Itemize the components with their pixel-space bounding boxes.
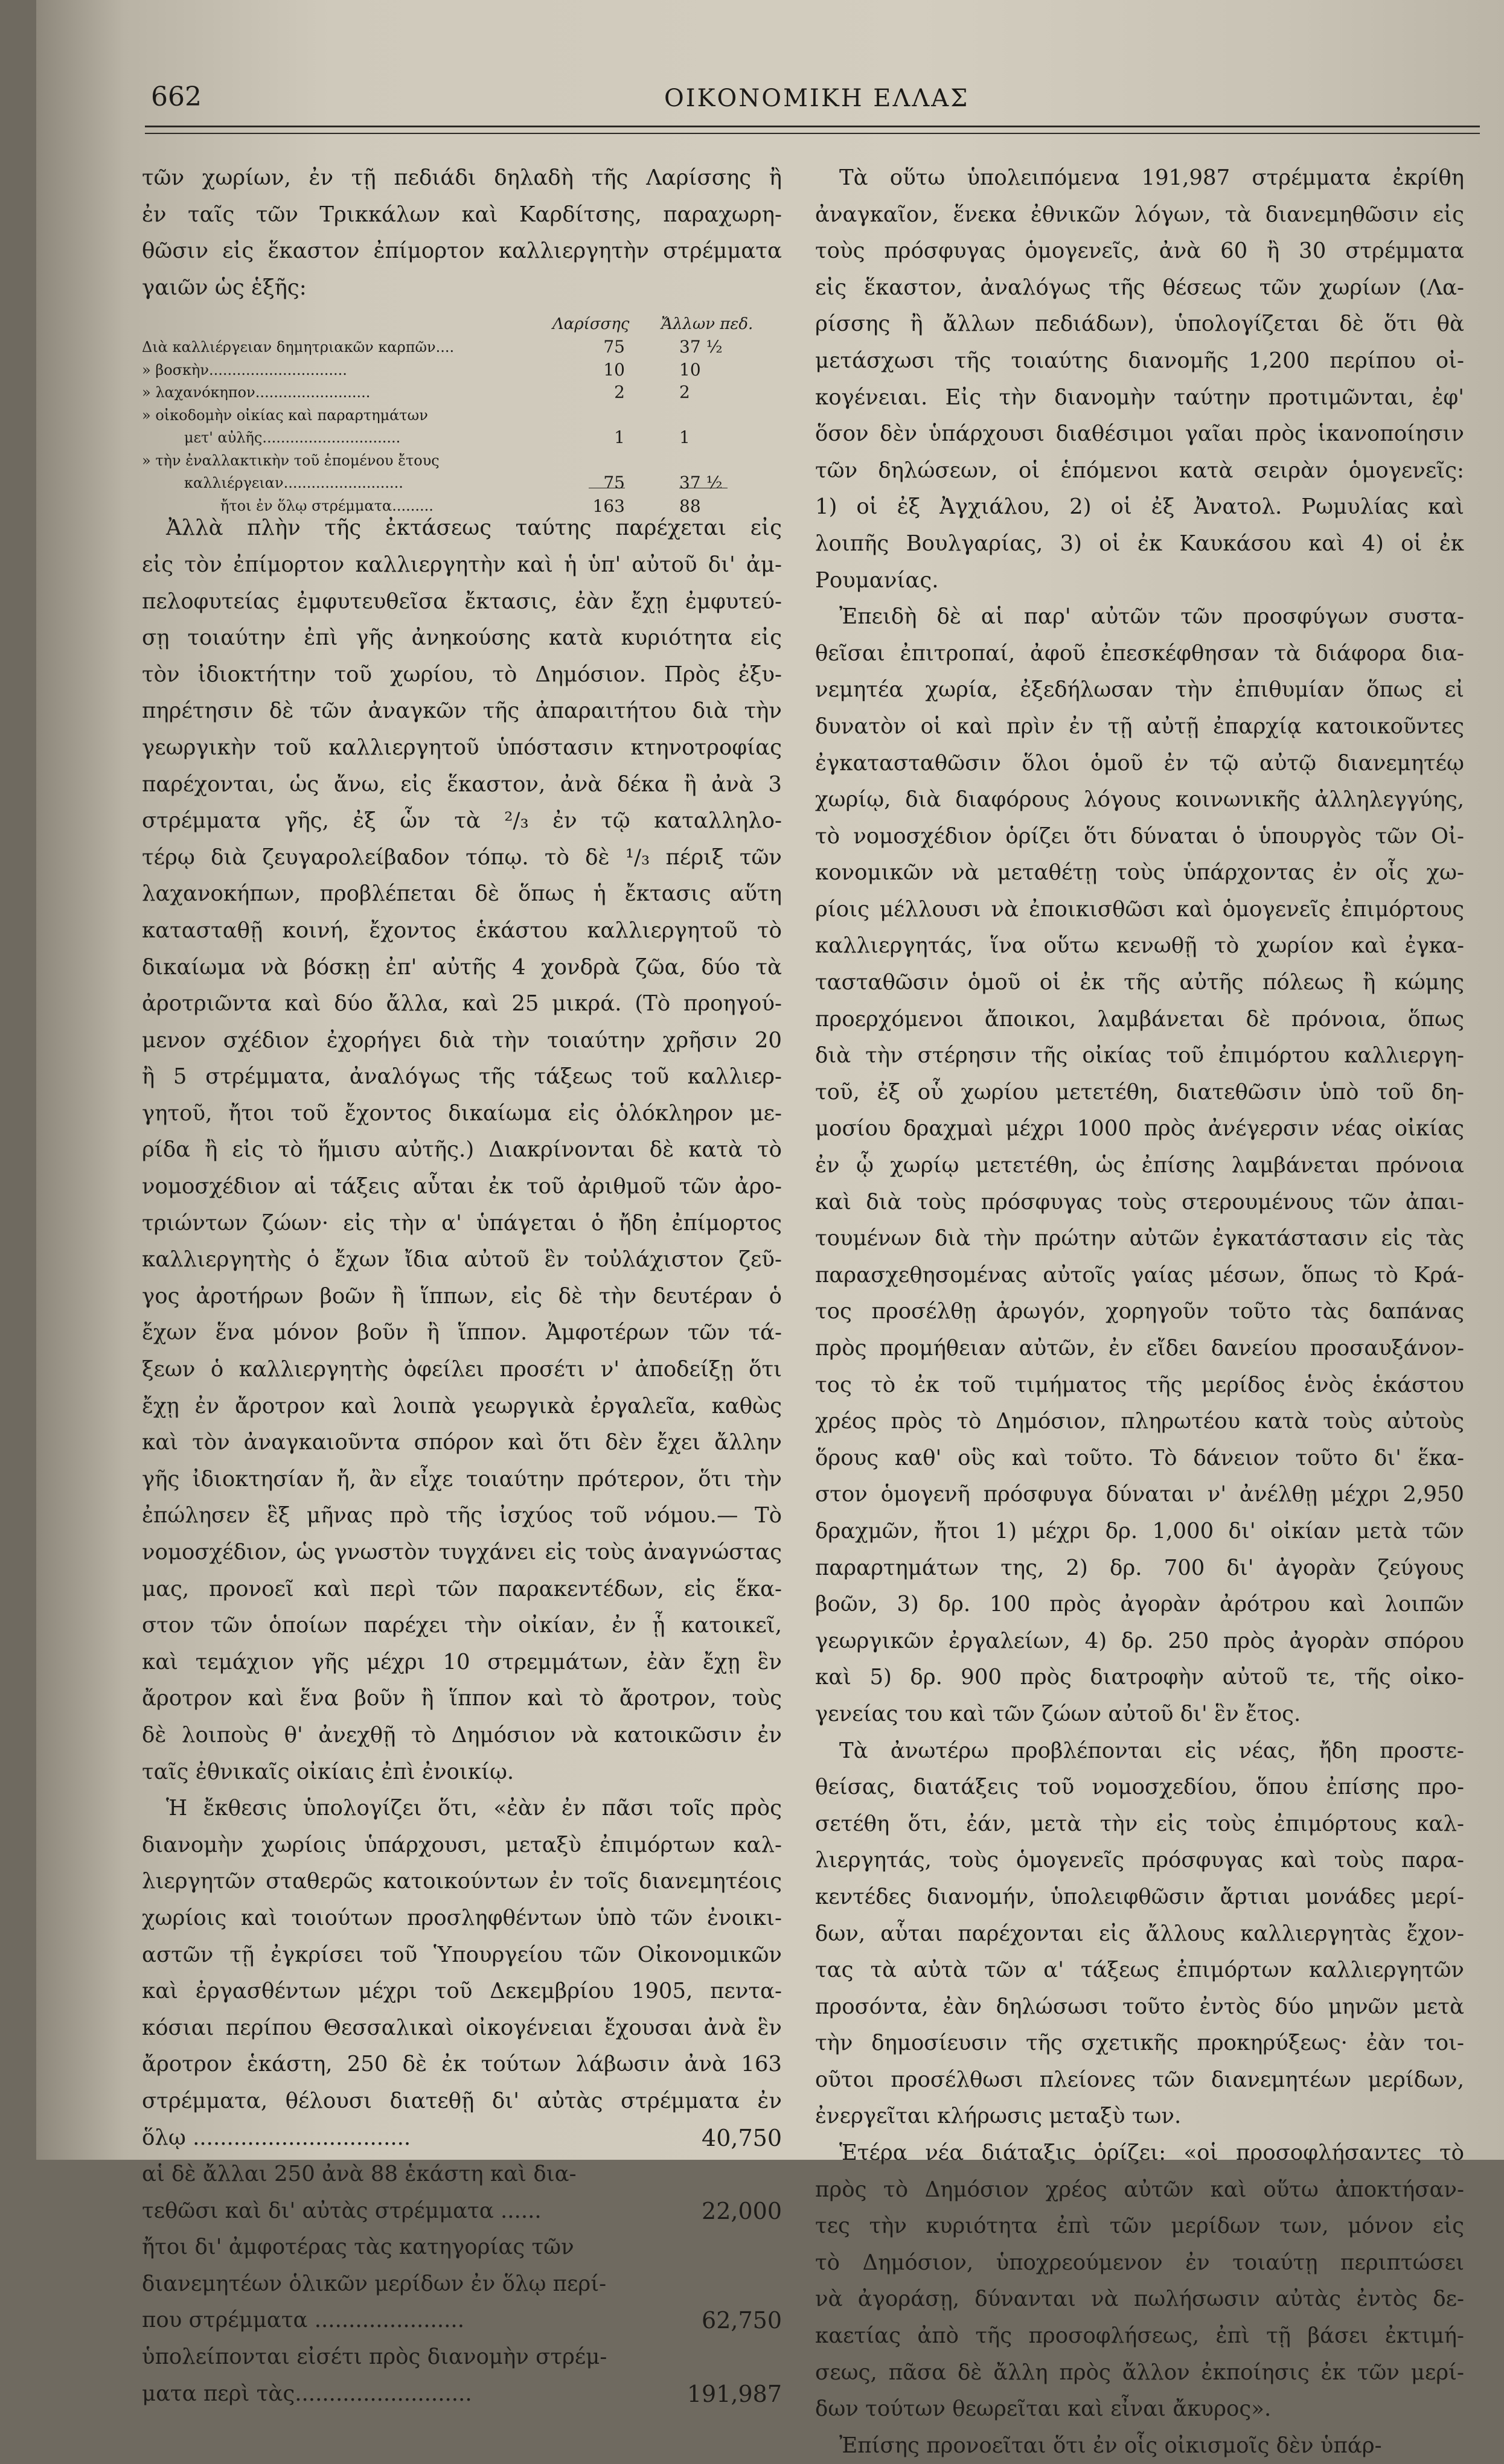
text-line: εἰς τὸν ἐπίμορτον καλλιεργητὴν καὶ ἡ ὑπ' αὐτοῦ δι' ἀμ- bbox=[142, 552, 782, 577]
text-line: γαιῶν ὡς ἑξῆς: bbox=[142, 275, 307, 300]
text-line: τες τὴν κυριότητα ἐπὶ τῶν μερίδων των, μόνον εἰς bbox=[815, 2213, 1464, 2239]
text-line: τος προσέλθῃ ἀρωγόν, χορηγοῦν τοῦτο τὰς δαπάνας bbox=[815, 1299, 1464, 1324]
text-line: Ἐπειδὴ δὲ αἱ παρ' αὐτῶν τῶν προσφύγων συστα- bbox=[839, 604, 1464, 630]
text-line: ἔχῃ ἐν ἄροτρον καὶ λοιπὰ γεωργικὰ ἐργαλεῖα, καθὼς bbox=[142, 1393, 782, 1419]
text-line: λαχανοκήπων, προβλέπεται δὲ ὅπως ἡ ἔκτασις αὕτη bbox=[142, 881, 782, 907]
text-line: πελοφυτείας ἐμφυτευθεῖσα ἔκτασις, ἐὰν ἔχῃ ἐμφυτεύ- bbox=[142, 589, 782, 614]
table-value-larissa: 10 bbox=[603, 359, 625, 380]
text-line: χωρίοις καὶ τοιούτων προσληφθέντων ὑπὸ τῶν ἐνοικι- bbox=[142, 1905, 782, 1930]
text-line: ἢ 5 στρέμματα, ἀναλόγως τῆς τάξεως τοῦ καλλιερ- bbox=[142, 1064, 782, 1090]
text-line: ἄροτρον καὶ ἕνα βοῦν ἢ ἵππον καὶ τὸ ἄροτρον, τοὺς bbox=[142, 1686, 782, 1711]
table-value-larissa: 75 bbox=[603, 337, 625, 357]
text-line: τας τὰ αὐτὰ τῶν α' τάξεως ἐπιμόρτων καλλιεργητῶν bbox=[815, 1958, 1464, 1983]
sum-label: ὅλῳ ................................ bbox=[142, 2125, 411, 2150]
text-line: στον ὁμογενῆ πρόσφυγα δύναται ν' ἀνέλθῃ μέχρι 2,950 bbox=[815, 1482, 1464, 1507]
text-line: διὰ τὴν στέρησιν τῆς οἰκίας τοῦ ἐπιμόρτου καλλιεργη- bbox=[815, 1043, 1464, 1068]
text-line: χωρίῳ, διὰ διαφόρους λόγους κοινωνικῆς ἀλληλεγγύης, bbox=[815, 787, 1464, 812]
table-col-other-plains: Ἄλλων πεδ. bbox=[661, 315, 754, 334]
text-line: εἰς ἕκαστον, ἀναλόγως τῆς θέσεως τῶν χωρίων (Λα- bbox=[815, 275, 1464, 300]
text-line: σεως, πᾶσα δὲ ἄλλη πρὸς ἄλλον ἐκποίησις ἐκ τῶν μερί- bbox=[815, 2360, 1464, 2385]
text-line: καλλιεργητὴς ὁ ἔχων ἴδια αὐτοῦ ἓν τοὐλάχιστον ζεῦ- bbox=[142, 1247, 782, 1272]
text-line: προερχόμενοι ἄποικοι, λαμβάνεται δὲ πρόνοια, ὅπως bbox=[815, 1006, 1464, 1032]
text-line: θείσας, διατάξεις τοῦ νομοσχεδίου, ὅπου ἐπίσης προ- bbox=[815, 1775, 1464, 1800]
text-line: 1) οἱ ἐξ Ἀγχιάλου, 2) οἱ ἐξ Ἀνατολ. Ρωμυλίας καὶ bbox=[815, 494, 1464, 520]
table-value-other: 10 bbox=[679, 359, 701, 380]
text-line: μας, προνοεῖ καὶ περὶ τῶν παρακεντέδων, εἰς ἕκα- bbox=[142, 1576, 782, 1601]
sum-label: που στρέμματα ...................... bbox=[142, 2308, 464, 2333]
text-line: νομοσχέδιον αἱ τάξεις αὗται ἐκ τοῦ ἀριθμοῦ τῶν ἀρο- bbox=[142, 1174, 782, 1199]
text-line: ἀναγκαῖον, ἕνεκα ἐθνικῶν λόγων, τὰ διανεμηθῶσιν εἰς bbox=[815, 202, 1464, 227]
text-line: ἐνεργεῖται κλήρωσις μεταξὺ των. bbox=[815, 2104, 1182, 2129]
right-column bbox=[815, 160, 1464, 2464]
text-line: ἐπώλησεν ἓξ μῆνας πρὸ τῆς ἰσχύος τοῦ νόμου.— Τὸ bbox=[142, 1503, 782, 1528]
text-line: ἐγκατασταθῶσιν ὅλοι ὁμοῦ ἐν τῷ αὐτῷ διανεμητέῳ bbox=[815, 750, 1464, 776]
text-line: Ἑτέρα νέα διάταξις ὁρίζει: «οἱ προσοφλήσαντες τὸ bbox=[839, 2140, 1464, 2166]
text-line: κογένειαι. Εἰς τὴν διανομὴν ταύτην προτιμῶνται, ἐφ' bbox=[815, 385, 1464, 410]
sum-value: 191,987 bbox=[686, 2380, 782, 2407]
text-line: τὴν δημοσίευσιν τῆς σχετικῆς προκηρύξεως· ἐὰν τοι- bbox=[815, 2031, 1464, 2056]
text-line: διανομὴν χωρίοις ὑπάρχουσι, μεταξὺ ἐπιμόρτων καλ- bbox=[142, 1832, 782, 1857]
header-rule-double bbox=[145, 133, 1480, 134]
table-value-other: 88 bbox=[679, 488, 728, 525]
text-line: ξεων ὁ καλλιεργητὴς ὀφείλει προσέτι ν' ἀποδείξῃ ὅτι bbox=[142, 1357, 782, 1382]
sum-line bbox=[142, 2339, 782, 2376]
text-line: καὶ 5) δρ. 900 πρὸς διατροφὴν αὐτοῦ τε, τῆς οἰκο- bbox=[815, 1665, 1464, 1690]
text-line: νομοσχέδιον, ὡς γνωστὸν τυγχάνει εἰς τοὺς ἀναγνώστας bbox=[142, 1540, 782, 1565]
text-line: στρέμματα γῆς, ἐξ ὧν τὰ ²/₃ ἐν τῷ καταλληλο- bbox=[142, 808, 782, 834]
table-row bbox=[142, 329, 782, 357]
running-title: ΟΙΚΟΝΟΜΙΚΗ ΕΛΛΑΣ bbox=[664, 85, 970, 112]
sum-line bbox=[142, 2229, 782, 2266]
text-line: νὰ ἀγοράσῃ, δύνανται νὰ πωλήσωσιν αὐτὰς ἐντὸς δε- bbox=[815, 2287, 1464, 2312]
text-line: σῃ τοιαύτην ἐπὶ γῆς ἀνηκούσης κατὰ κυριότητα εἰς bbox=[142, 625, 782, 651]
sum-line bbox=[142, 2156, 782, 2193]
table-row-label: » λαχανόκηπον......................... bbox=[142, 384, 371, 401]
text-line: ἐν ᾧ χωρίῳ μετετέθη, ὡς ἐπίσης λαμβάνεται πρόνοια bbox=[815, 1153, 1464, 1178]
text-line: τοῦ, ἐξ οὗ χωρίου μετετέθη, διατεθῶσιν ὑπὸ τοῦ δη- bbox=[815, 1079, 1464, 1105]
text-line: γεωργικῶν ἐργαλείων, 4) δρ. 250 πρὸς ἀγορὰν σπόρου bbox=[815, 1628, 1464, 1653]
table-row-label: » βοσκὴν.............................. bbox=[142, 361, 347, 378]
text-line: μοσίου δραχμαὶ μέχρι 1000 πρὸς ἀνέγερσιν νέας οἰκίας bbox=[815, 1116, 1464, 1141]
table-row bbox=[142, 397, 782, 424]
text-line: πρὸς προμήθειαν αὐτῶν, ἐν εἴδει δανείου προσαυξάνον- bbox=[815, 1336, 1464, 1361]
text-line: προσόντα, ἐὰν δηλώσωσι τοῦτο ἐντὸς δύο μηνῶν μετὰ bbox=[815, 1994, 1464, 2019]
text-line: δων, αὗται παρέχονται εἰς ἄλλους καλλιεργητὰς ἔχον- bbox=[815, 1921, 1464, 1946]
sum-label: διανεμητέων ὁλικῶν μερίδων ἐν ὅλῳ περί- bbox=[142, 2271, 607, 2296]
table-value-larissa: 163 bbox=[589, 488, 625, 525]
text-line: μετάσχωσι τῆς τοιαύτης διανομῆς 1,200 περίπου οἰ- bbox=[815, 348, 1464, 373]
text-line: ὅσον δὲν ὑπάρχουσι διαθέσιμοι γαῖαι πρὸς ἱκανοποίησιν bbox=[815, 421, 1464, 447]
sum-line bbox=[142, 2302, 782, 2339]
table-value-other: 37 ½ bbox=[679, 337, 723, 357]
text-line: τασταθῶσιν ὁμοῦ οἱ ἐκ τῆς αὐτῆς πόλεως ἢ κώμης bbox=[815, 970, 1464, 995]
table-row bbox=[142, 420, 782, 448]
text-line: πρὸς τὸ Δημόσιον χρέος αὐτῶν καὶ οὕτω ἀποκτήσαν- bbox=[815, 2177, 1464, 2202]
sum-line bbox=[142, 2120, 782, 2157]
header-rule bbox=[145, 126, 1480, 127]
text-line: τοὺς πρόσφυγας ὁμογενεῖς, ἀνὰ 60 ἢ 30 στρέμματα bbox=[815, 238, 1464, 264]
text-line: καλλιεργητάς, ἵνα οὕτω κενωθῇ τὸ χωρίον καὶ ἐγκα- bbox=[815, 933, 1464, 959]
sum-label: ματα περὶ τὰς.......................... bbox=[142, 2381, 472, 2406]
left-column bbox=[142, 160, 782, 2412]
table-row-label: καλλιέργειαν.......................... bbox=[184, 474, 403, 492]
text-line: κεντέδες διανομήν, ὑπολειφθῶσιν ἄρτιαι μονάδες μερί- bbox=[815, 1884, 1464, 1909]
text-line: λιεργητάς, τοὺς ὁμογενεῖς πρόσφυγας καὶ τοὺς παρα- bbox=[815, 1848, 1464, 1873]
text-line: ρίοις μέλλουσι νὰ ἐποικισθῶσι καὶ ὁμογενεῖς ἐπιμόρτους bbox=[815, 896, 1464, 922]
table-value-larissa: 1 bbox=[614, 427, 625, 448]
table-value-larissa: 75 bbox=[603, 473, 625, 493]
text-line: δικαίωμα νὰ βόσκῃ ἐπ' αὐτῆς 4 χονδρὰ ζῶα, δύο τὰ bbox=[142, 954, 782, 980]
table-row-label: Διὰ καλλιέργειαν δημητριακῶν καρπῶν.... bbox=[142, 339, 455, 356]
table-row-label: μετ' αὐλῆς.............................. bbox=[184, 429, 401, 447]
table-row bbox=[142, 352, 782, 380]
text-line: ρίσσης ἢ ἄλλων πεδιάδων), ὑπολογίζεται δὲ ὅτι θὰ bbox=[815, 311, 1464, 337]
text-line: ρίδα ἢ εἰς τὸ ἥμισυ αὐτῆς.) Διακρίνονται δὲ κατὰ τὸ bbox=[142, 1137, 782, 1163]
table-value-larissa: 2 bbox=[614, 382, 625, 403]
text-line: Ρουμανίας. bbox=[815, 567, 939, 593]
text-line: μενον σχέδιον ἐχορήγει διὰ τὴν τοιαύτην χρῆσιν 20 bbox=[142, 1027, 782, 1053]
text-line: τος τὸ ἐκ τοῦ τιμήματος τῆς μερίδος ἑνὸς ἑκάστου bbox=[815, 1372, 1464, 1397]
text-line: τὸ νομοσχέδιον ὁρίζει ὅτι δύναται ὁ ὑπουργὸς τῶν Οἰ- bbox=[815, 823, 1464, 849]
table-row bbox=[142, 442, 782, 469]
sum-line bbox=[142, 2266, 782, 2303]
text-line: καὶ διὰ τοὺς πρόσφυγας τοὺς στερουμένους τῶν ἀπαι- bbox=[815, 1189, 1464, 1214]
text-line: καετίας ἀπὸ τῆς προσοφλήσεως, ἐπὶ τῇ βάσει ἐκτιμή- bbox=[815, 2323, 1464, 2349]
text-line: θῶσιν εἰς ἕκαστον ἐπίμορτον καλλιεργητὴν στρέμματα bbox=[142, 238, 782, 264]
text-line: δὲ λοιποὺς θ' ἀνεχθῇ τὸ Δημόσιον νὰ κατοικῶσιν ἐν bbox=[142, 1722, 782, 1747]
text-line: κατασταθῇ κοινή, ἔχοντος ἑκάστου καλλιεργητοῦ τὸ bbox=[142, 918, 782, 943]
table-value-other: 37 ½ bbox=[679, 473, 723, 493]
sum-line bbox=[142, 2193, 782, 2230]
text-line: ὅρους καθ' οὓς καὶ τοῦτο. Τὸ δάνειον τοῦτο δι' ἕκα- bbox=[815, 1445, 1464, 1470]
sum-label: αἱ δὲ ἄλλαι 250 ἀνὰ 88 ἑκάστη καὶ δια- bbox=[142, 2162, 577, 2187]
text-line: Τὰ οὕτω ὑπολειπόμενα 191,987 στρέμματα ἐκρίθη bbox=[839, 165, 1464, 190]
text-line: λιεργητῶν σταθερῶς κατοικούντων ἐν τοῖς διανεμητέοις bbox=[142, 1869, 782, 1894]
text-line: Ἐπίσης προνοεῖται ὅτι ἐν οἷς οἰκισμοῖς δὲν ὑπάρ- bbox=[839, 2433, 1382, 2458]
table-row-label: » οἰκοδομὴν οἰκίας καὶ παραρτημάτων bbox=[142, 406, 428, 424]
text-line: νεμητέα χωρία, ἐξεδήλωσαν τὴν ἐπιθυμίαν ὅπως εἰ bbox=[815, 677, 1464, 703]
text-line: οῦτοι προσέλθωσι πλείονες τῶν διανεμητέων μερίδων, bbox=[815, 2067, 1464, 2092]
table-value-other: 2 bbox=[679, 382, 690, 403]
text-line: ταῖς ἐθνικαῖς οἰκίαις ἐπὶ ἐνοικίῳ. bbox=[142, 1759, 514, 1784]
text-line: λοιπῆς Βουλγαρίας, 3) οἱ ἐκ Καυκάσου καὶ 4) οἱ ἐκ bbox=[815, 531, 1464, 556]
text-line: τουμένων διὰ τὴν πρώτην αὐτῶν ἐγκατάστασιν εἰς τὰς bbox=[815, 1226, 1464, 1251]
text-line: δων τούτων θεωρεῖται καὶ εἶναι ἄκυρος». bbox=[815, 2396, 1272, 2422]
table-col-larissa: Λαρίσσης bbox=[552, 315, 630, 334]
text-line: Ἡ ἔκθεσις ὑπολογίζει ὅτι, «ἐὰν ἐν πᾶσι τοῖς πρὸς bbox=[166, 1796, 782, 1821]
table-value-other: 1 bbox=[679, 427, 690, 448]
table-row bbox=[142, 488, 782, 516]
text-line: στον τῶν ὁποίων παρέχει τὴν οἰκίαν, ἐν ᾗ κατοικεῖ, bbox=[142, 1613, 782, 1638]
text-line: ἔχων ἕνα μόνον βοῦν ἢ ἵππον. Ἀμφοτέρων τῶν τά- bbox=[142, 1320, 782, 1345]
text-line: παραρτημάτων της, 2) δρ. 700 δι' ἀγορὰν ζεύγους bbox=[815, 1555, 1464, 1580]
text-line: χρέος πρὸς τὸ Δημόσιον, πληρωτέου κατὰ τοὺς αὐτοὺς bbox=[815, 1409, 1464, 1434]
text-line: ἀροτριῶντα καὶ δύο ἄλλα, καὶ 25 μικρά. (Τὸ προηγού- bbox=[142, 991, 782, 1017]
text-line: τῶν χωρίων, ἐν τῇ πεδιάδι δηλαδὴ τῆς Λαρίσσης ἢ bbox=[142, 165, 782, 190]
text-line: γητοῦ, ἤτοι τοῦ ἔχοντος δικαίωμα εἰς ὁλόκληρον με- bbox=[142, 1100, 782, 1126]
text-line: θεῖσαι ἐπιτροπαί, ἀφοῦ ἐπεσκέφθησαν τὰ διάφορα δια- bbox=[815, 640, 1464, 666]
text-line: γεωργικὴν τοῦ καλλιεργητοῦ ὑπόστασιν κτηνοτροφίας bbox=[142, 735, 782, 760]
text-line: αστῶν τῇ ἐγκρίσει τοῦ Ὑπουργείου τῶν Οἰκονομικῶν bbox=[142, 1942, 782, 1967]
text-line: τῶν δηλώσεων, οἱ ἑπόμενοι κατὰ σειρὰν ὁμογενεῖς: bbox=[815, 458, 1464, 483]
text-line: στρέμματα, θέλουσι διατεθῇ δι' αὐτὰς στρέμματα ἐν bbox=[142, 2088, 782, 2113]
text-line: γῆς ἰδιοκτησίαν ἤ, ἂν εἶχε τοιαύτην πρότερον, ὅτι τὴν bbox=[142, 1466, 782, 1492]
text-line: σετέθη ὅτι, ἐάν, μετὰ τὴν εἰς τοὺς ἐπιμόρτους καλ- bbox=[815, 1811, 1464, 1836]
sum-label: τεθῶσι καὶ δι' αὐτὰς στρέμματα ...... bbox=[142, 2198, 542, 2223]
sum-value: 40,750 bbox=[702, 2124, 782, 2151]
sum-value: 22,000 bbox=[702, 2197, 782, 2224]
text-line: τὸν ἰδιοκτήτην τοῦ χωρίου, τὸ Δημόσιον. Πρὸς ἐξυ- bbox=[142, 662, 782, 687]
text-line: Τὰ ἀνωτέρω προβλέπονται εἰς νέας, ἤδη προστε- bbox=[839, 1738, 1464, 1763]
text-line: δυνατὸν οἱ καὶ πρὶν ἐν τῇ αὐτῇ ἐπαρχίᾳ κατοικοῦντες bbox=[815, 713, 1464, 739]
text-line: γενείας του καὶ τῶν ζώων αὐτοῦ δι' ἓν ἔτος. bbox=[815, 1701, 1301, 1726]
text-line: ἄροτρον ἑκάστη, 250 δὲ ἐκ τούτων λάβωσιν ἀνὰ 163 bbox=[142, 2052, 782, 2077]
text-line: τέρῳ διὰ ζευγαρολείβαδον τόπῳ. τὸ δὲ ¹/₃ πέριξ τῶν bbox=[142, 844, 782, 870]
text-line: βοῶν, 3) δρ. 100 πρὸς ἀγορὰν ἀρότρου καὶ λοιπῶν bbox=[815, 1592, 1464, 1617]
sum-label: ὑπολείπονται εἰσέτι πρὸς διανομὴν στρέμ- bbox=[142, 2344, 607, 2370]
text-line: καὶ ἐργασθέντων μέχρι τοῦ Δεκεμβρίου 1905, πεντα- bbox=[142, 1979, 782, 2004]
text-line: κονομικῶν νὰ μεταθέτῃ τοὺς ὑπάρχοντας ἐν οἷς χω- bbox=[815, 860, 1464, 886]
table-row bbox=[142, 374, 782, 403]
sum-label: ἤτοι δι' ἀμφοτέρας τὰς κατηγορίας τῶν bbox=[142, 2235, 574, 2260]
text-line: παρασχεθησομένας αὐτοῖς γαίας μέσων, ὅπως τὸ Κρά- bbox=[815, 1262, 1464, 1288]
table-row-label: » τὴν ἐναλλακτικὴν τοῦ ἑπομένου ἔτους bbox=[142, 452, 440, 469]
text-line: δραχμῶν, ἤτοι 1) μέχρι δρ. 1,000 δι' οἰκίαν μετὰ τῶν bbox=[815, 1518, 1464, 1543]
text-line: καὶ τὸν ἀναγκαιοῦντα σπόρον καὶ ὅτι δὲν ἔχει ἄλλην bbox=[142, 1430, 782, 1455]
table-header bbox=[142, 306, 782, 334]
distribution-table bbox=[142, 306, 782, 516]
sum-value: 62,750 bbox=[702, 2307, 782, 2334]
page-number: 662 bbox=[151, 81, 202, 112]
page-header bbox=[151, 81, 1480, 124]
text-line: κόσιαι περίπου Θεσσαλικαὶ οἰκογένειαι ἔχουσαι ἀνὰ ἓν bbox=[142, 2015, 782, 2040]
table-row bbox=[142, 465, 782, 493]
text-line: πηρέτησιν δὲ τῶν ἀναγκῶν τῆς ἀπαραιτήτου διὰ τὴν bbox=[142, 698, 782, 724]
text-line: τὸ Δημόσιον, ὑποχρεούμενον ἐν τοιαύτῃ περιπτώσει bbox=[815, 2250, 1464, 2275]
text-line: γος ἀροτήρων βοῶν ἢ ἵππων, εἰς δὲ τὴν δευτέραν ὁ bbox=[142, 1283, 782, 1309]
table-row-label: ἤτοι ἐν ὅλῳ στρέμματα......... bbox=[220, 497, 434, 514]
text-line: ἐν ταῖς τῶν Τρικκάλων καὶ Καρδίτσης, παραχωρη- bbox=[142, 202, 782, 227]
sum-line bbox=[142, 2376, 782, 2413]
scanned-page bbox=[36, 0, 1504, 2458]
text-line: παρέχονται, ὡς ἄνω, εἰς ἕκαστον, ἀνὰ δέκα ἢ ἀνὰ 3 bbox=[142, 771, 782, 797]
text-line: Ἀλλὰ πλὴν τῆς ἐκτάσεως ταύτης παρέχεται εἰς bbox=[166, 515, 782, 541]
text-line: τριώντων ζώων· εἰς τὴν α' ὑπάγεται ὁ ἤδη ἐπίμορτος bbox=[142, 1210, 782, 1236]
text-line: καὶ τεμάχιον γῆς μέχρι 10 στρεμμάτων, ἐὰν ἔχῃ ἓν bbox=[142, 1649, 782, 1674]
